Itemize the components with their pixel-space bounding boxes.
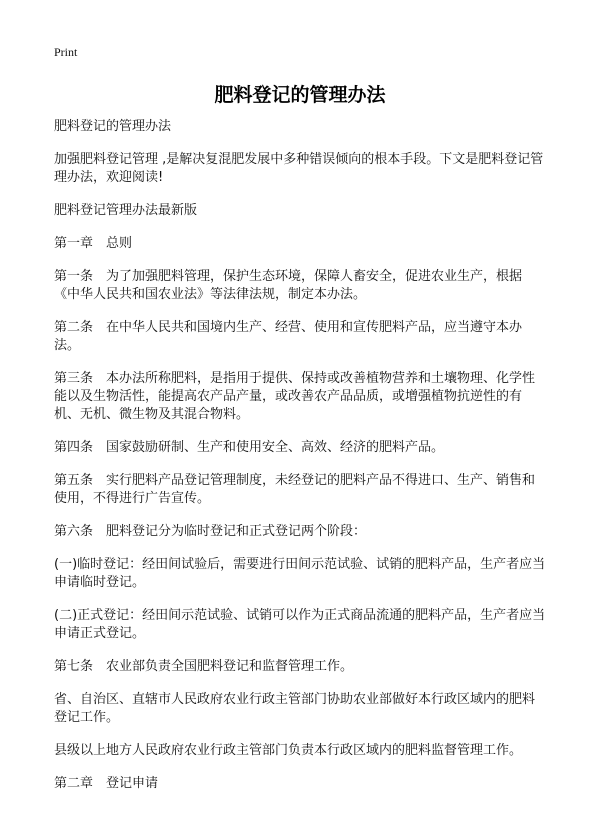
article-paragraph: 第二条 在中华人民共和国境内生产、经营、使用和宣传肥料产品，应当遵守本办法。 (54, 320, 523, 353)
article-paragraph: 县级以上地方人民政府农业行政主管部门负责本行政区域内的肥料监督管理工作。 (54, 743, 523, 758)
paragraph-subtitle: 肥料登记的管理办法 (54, 119, 172, 134)
article-paragraph: 第三条 本办法所称肥料，是指用于提供、保持或改善植物营养和土壤物理、化学性能以及生物活性，能提高农产品产量，或改善农产品品质，或增强植物抗逆性的有机、无机、微生物及其混合物料。 (54, 371, 536, 422)
article-paragraph: 第五条 实行肥料产品登记管理制度，未经登记的肥料产品不得进口、生产、销售和使用，不得进行广告宣传。 (54, 473, 536, 506)
chapter-heading: 第二章 登记申请 (54, 776, 159, 791)
paragraph-intro: 加强肥料登记管理 ,是解决复混肥发展中多种错误倾向的根本手段。下文是肥料登记管理办法，欢迎阅读! (54, 152, 544, 185)
list-item-paragraph: (二)正式登记：经田间示范试验、试销可以作为正式商品流通的肥料产品，生产者应当申请正式登记。 (54, 608, 546, 641)
article-paragraph: 第一条 为了加强肥料管理，保护生态环境，保障人畜安全，促进农业生产，根据《中华人民共和国农业法》等法律法规，制定本办法。 (54, 269, 523, 302)
article-paragraph: 省、自治区、直辖市人民政府农业行政主管部门协助农业部做好本行政区域内的肥料登记工作。 (54, 692, 536, 725)
document-title: 肥料登记的管理办法 (214, 84, 386, 106)
article-paragraph: 第七条 农业部负责全国肥料登记和监督管理工作。 (54, 659, 354, 674)
print-label: Print (54, 45, 78, 59)
paragraph-version: 肥料登记管理办法最新版 (54, 203, 198, 218)
article-paragraph: 第四条 国家鼓励研制、生产和使用安全、高效、经济的肥料产品。 (54, 440, 445, 455)
article-paragraph: 第六条 肥料登记分为临时登记和正式登记两个阶段： (54, 524, 367, 539)
document-body (54, 118, 546, 808)
list-item-paragraph: (一)临时登记：经田间试验后，需要进行田间示范试验、试销的肥料产品，生产者应当申请临时登记。 (54, 557, 546, 590)
chapter-heading: 第一章 总则 (54, 236, 133, 251)
